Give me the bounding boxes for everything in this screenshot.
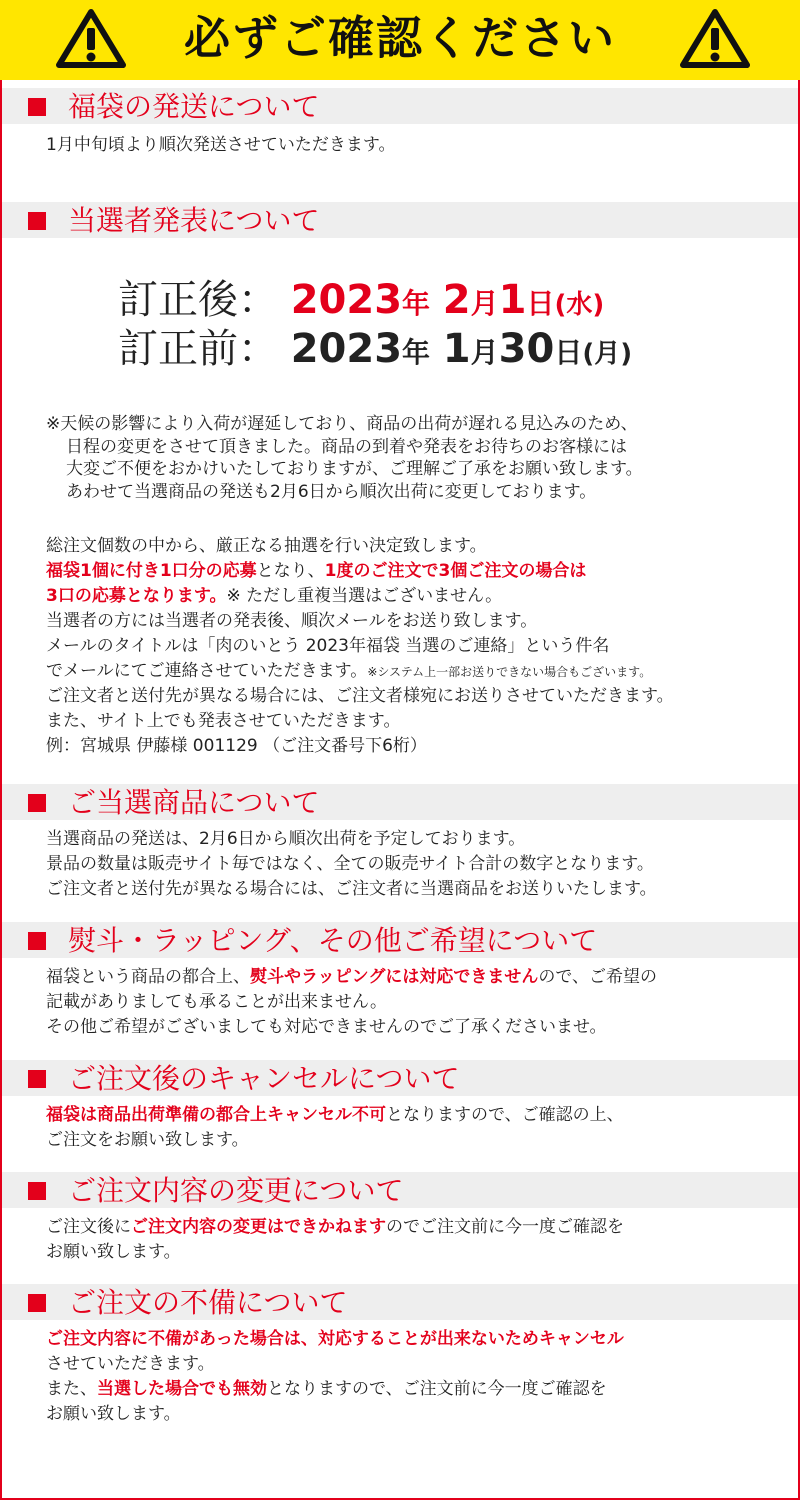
highlight-text: 当選した場合でも無効: [97, 1379, 267, 1399]
warning-icon: [680, 8, 750, 68]
square-bullet-icon: [28, 1182, 46, 1200]
text-line: ご注文者と送付先が異なる場合には、ご注文者様宛にお送りさせていただきます。: [46, 686, 674, 706]
text-line: 総注文個数の中から、厳正なる抽選を行い決定致します。: [46, 536, 487, 556]
text-line: [46, 585, 502, 608]
note-line: ※天候の影響により入荷が遅延しており、商品の出荷が遅れる見込みのため、: [46, 414, 638, 434]
text-line: [46, 560, 586, 583]
highlight-text: 福袋は商品出荷準備の都合上キャンセル不可: [46, 1105, 386, 1125]
day-unit: 日: [554, 336, 583, 369]
text-span: ご注文後に: [46, 1217, 131, 1237]
corrected-label: 訂正後：: [118, 277, 278, 323]
square-bullet-icon: [28, 932, 46, 950]
text-line: お願い致します。: [46, 1404, 181, 1424]
text-line: [46, 1378, 607, 1401]
square-bullet-icon: [28, 98, 46, 116]
note-line: 日程の変更をさせて頂きました。商品の到着や発表をお待ちのお客様には: [66, 436, 627, 457]
previous-weekday: (月): [582, 339, 633, 369]
highlight-text: 熨斗やラッピングには対応できません: [250, 967, 539, 987]
text-line: [46, 1216, 624, 1239]
section-heading-winner-announcement: [2, 202, 798, 238]
section-heading-label: ご注文内容の変更について: [68, 1174, 404, 1207]
previous-year: 2023: [290, 326, 403, 372]
text-line: メールのタイトルは「肉のいとう 2023年福袋 当選のご連絡」という件名: [46, 636, 610, 656]
text-line: お願い致します。: [46, 1242, 181, 1262]
section-heading-order-errors: [2, 1284, 798, 1320]
month-unit: 月: [470, 287, 499, 320]
text-line: ご注文をお願い致します。: [46, 1130, 249, 1150]
section-heading-label: 熨斗・ラッピング、その他ご希望について: [68, 924, 598, 957]
highlight-text: 福袋1個に付き1口分の応募: [46, 561, 257, 581]
text-span: ※ ただし重複当選はございません。: [226, 586, 503, 606]
note-line: あわせて当選商品の発送も2月6日から順次出荷に変更しております。: [66, 481, 597, 502]
section-heading-label: ご注文後のキャンセルについて: [68, 1062, 460, 1095]
text-line: ご注文者と送付先が異なる場合には、ご注文者に当選商品をお送りいたします。: [46, 879, 657, 899]
text-span: 福袋という商品の都合上、: [46, 967, 250, 987]
year-unit: 年: [402, 287, 431, 320]
text-span: ので、ご希望の: [538, 967, 657, 987]
month-unit: 月: [470, 336, 499, 369]
text-line: 景品の数量は販売サイト毎ではなく、全ての販売サイト合計の数字となります。: [46, 854, 654, 874]
section-heading-wrapping: [2, 922, 798, 958]
square-bullet-icon: [28, 1294, 46, 1312]
section-heading-order-change: [2, 1172, 798, 1208]
text-span: となりますので、ご確認の上、: [386, 1105, 624, 1125]
corrected-weekday: (水): [554, 290, 605, 320]
square-bullet-icon: [28, 212, 46, 230]
section-heading-winning-items: [2, 784, 798, 820]
square-bullet-icon: [28, 794, 46, 812]
text-line: 当選商品の発送は、2月6日から順次出荷を予定しております。: [46, 829, 526, 849]
text-line: 当選者の方には当選者の発表後、順次メールをお送り致します。: [46, 611, 538, 631]
text-line: 記載がありましても承ることが出来ません。: [46, 992, 388, 1012]
text-line: [46, 1104, 624, 1127]
corrected-date: [118, 277, 604, 328]
square-bullet-icon: [28, 1070, 46, 1088]
previous-day: 30: [498, 326, 555, 372]
previous-month: 1: [442, 326, 471, 372]
text-line: また、サイト上でも発表させていただきます。: [46, 711, 401, 731]
section-heading-label: 当選者発表について: [68, 204, 320, 237]
text-line: 1月中旬頃より順次発送させていただきます。: [46, 135, 396, 155]
day-unit: 日: [526, 287, 555, 320]
text-line: [46, 660, 651, 684]
section-heading-label: ご当選商品について: [68, 786, 320, 819]
text-line: その他ご希望がございましても対応できませんのでご了承くださいませ。: [46, 1017, 607, 1037]
page-title: 必ずご確認ください: [184, 11, 616, 65]
highlight-text: ご注文内容に不備があった場合は、対応することが出来ないためキャンセル: [46, 1329, 624, 1349]
section-heading-cancellation: [2, 1060, 798, 1096]
highlight-text: 1度のご注文で3個ご注文の場合は: [324, 561, 587, 581]
corrected-month: 2: [442, 277, 471, 323]
section-heading-shipping: [2, 88, 798, 124]
year-unit: 年: [402, 336, 431, 369]
text-line: 例：宮城県 伊藤様 001129 （ご注文番号下6桁）: [46, 736, 427, 756]
corrected-day: 1: [498, 277, 527, 323]
previous-date: [118, 326, 632, 377]
text-line: [46, 966, 657, 989]
text-span: でメールにてご連絡させていただきます。: [46, 661, 368, 681]
previous-label: 訂正前：: [118, 326, 278, 372]
text-line: させていただきます。: [46, 1354, 215, 1374]
corrected-year: 2023: [290, 277, 403, 323]
small-note: ※システム上一部お送りできない場合もございます。: [367, 665, 652, 679]
note-line: 大変ご不便をおかけいたしておりますが、ご理解ご了承をお願い致します。: [66, 459, 643, 479]
text-span: また、: [46, 1379, 97, 1399]
text-span: となり、: [256, 561, 325, 581]
text-span: のでご注文前に今一度ご確認を: [386, 1217, 624, 1237]
header-banner: [0, 0, 800, 80]
section-heading-label: ご注文の不備について: [68, 1286, 348, 1319]
highlight-text: ご注文内容の変更はできかねます: [131, 1217, 386, 1237]
text-span: となりますので、ご注文前に今一度ご確認を: [267, 1379, 607, 1399]
section-heading-label: 福袋の発送について: [68, 90, 320, 123]
highlight-text: 3口の応募となります。: [46, 586, 227, 606]
